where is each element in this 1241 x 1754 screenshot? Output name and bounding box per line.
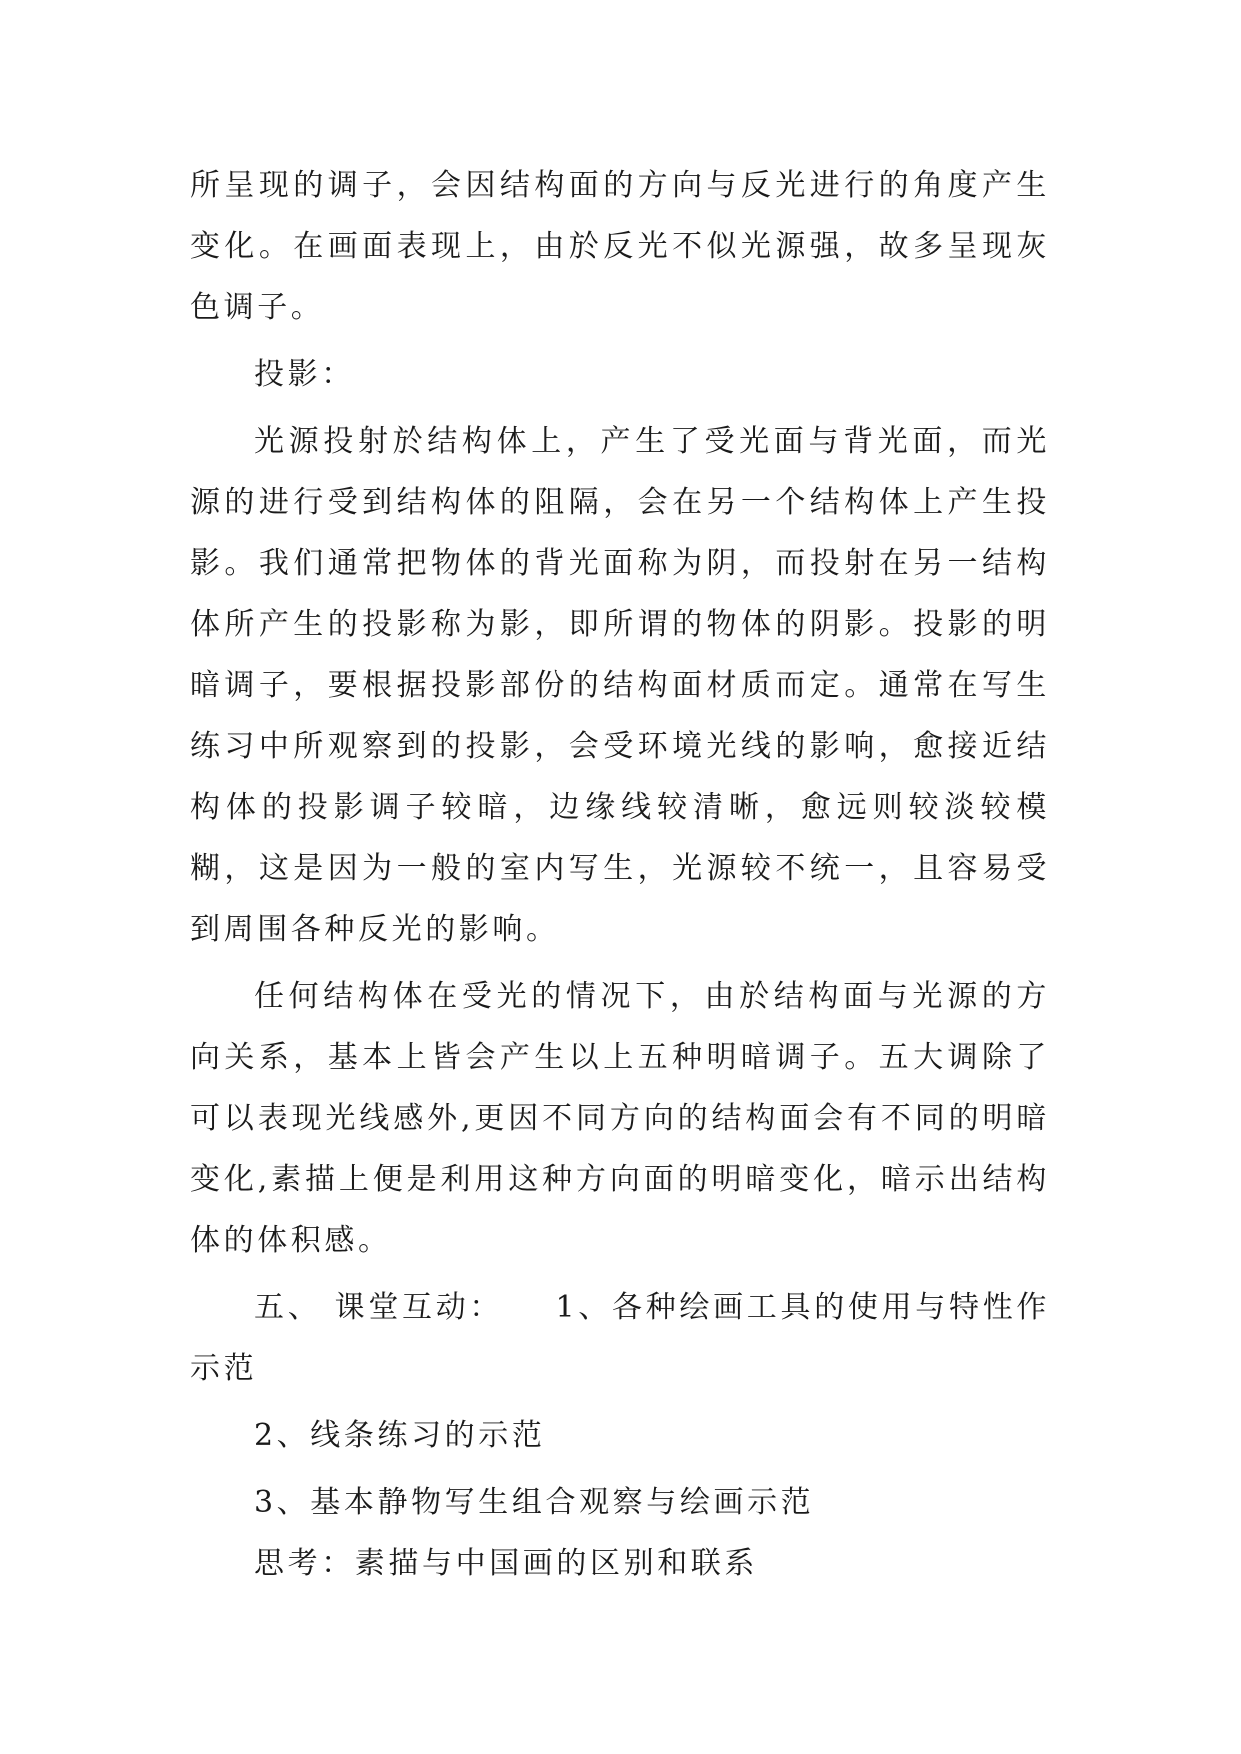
list-item-still-life: 3、基本静物写生组合观察与绘画示范: [254, 1485, 815, 1520]
paragraph-reflected-light-continuation: 所呈现的调子，会因结构面的方向与反光进行的角度产生变化。在画面表现上，由於反光不似光源强，故多呈现灰色调子。: [190, 168, 1050, 325]
section-classroom-interaction: 五、 课堂互动： 1、各种绘画工具的使用与特性作示范: [190, 1290, 1050, 1386]
paragraph-thinking-question: 思考：素描与中国画的区别和联系: [254, 1546, 758, 1581]
paragraph-projection: 光源投射於结构体上，产生了受光面与背光面，而光源的进行受到结构体的阻隔，会在另一个结构体上产生投影。我们通常把物体的背光面称为阴，而投射在另一结构体所产生的投影称为影，即所谓的物体的阴影。投影的明暗调子，要根据投影部份的结构面材质而定。通常在写生练习中所观察到的投影，会受环境光线的影响，愈接近结构体的投影调子较暗，边缘线较清晰，愈远则较淡较模糊，这是因为一般的室内写生，光源较不统一，且容易受到周围各种反光的影响。: [190, 424, 1050, 947]
paragraph-five-tones: 任何结构体在受光的情况下，由於结构面与光源的方向关系，基本上皆会产生以上五种明暗调子。五大调除了可以表现光线感外,更因不同方向的结构面会有不同的明暗变化,素描上便是利用这种方向面的明暗变化，暗示出结构体的体积感。: [190, 979, 1050, 1258]
heading-projection: 投影：: [254, 357, 355, 392]
document-body: [190, 155, 1050, 1594]
list-item-line-practice: 2、线条练习的示范: [254, 1418, 546, 1453]
